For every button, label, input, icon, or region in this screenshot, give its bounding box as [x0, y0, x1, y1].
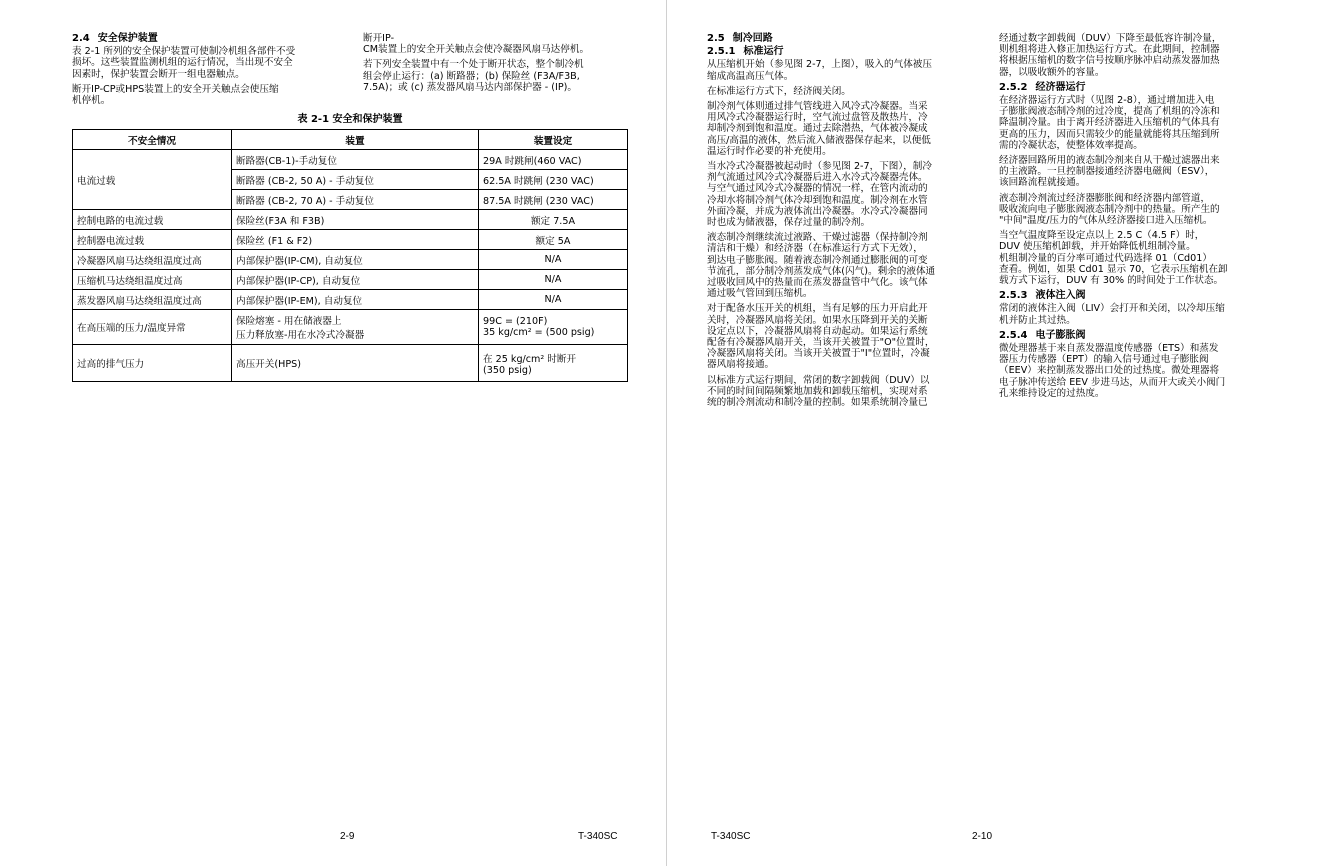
table-row — [73, 290, 628, 310]
page-number-left: 2-9 — [340, 831, 355, 842]
section-heading — [999, 82, 1274, 93]
section-number: 2.5.3 — [999, 290, 1028, 302]
device-cell: 断路器 (CB-2, 50 A) - 手动复位 — [232, 170, 479, 190]
setting-cell: N/A — [479, 250, 628, 270]
table-row — [73, 310, 628, 345]
section-number: 2.5 — [707, 33, 725, 44]
table-header: 不安全情况 — [73, 130, 232, 150]
model-label-left: T-340SC — [578, 831, 618, 842]
left-col-1 — [72, 33, 354, 110]
table-caption: 表 2-1 安全和保护装置 — [297, 114, 403, 125]
paragraph: 经济器回路所用的液态制冷剂来自从干燥过滤器出来 的主液路。一旦控制器接通经济器电磁阀（ESV）， 该回路流程就接通。 — [999, 155, 1220, 189]
section-heading — [707, 46, 982, 57]
paragraph: 对于配备水压开关的机组，当有足够的压力开启此开 关时，冷凝器风扇将关闭。如果水压降到开关的关断 设定点以下，冷凝器风扇将自动起动。如果运行系统 配备有冷凝器风扇开关，当该开关被置于"O"位置时， 冷凝器风扇将关闭。当该开关被置于"I"位置时，冷凝 器风扇将接通。 — [707, 303, 935, 371]
section-title: 标准运行 — [743, 46, 784, 58]
table-row — [73, 270, 628, 290]
section-number: 2.5.4 — [999, 329, 1028, 341]
table-row — [73, 345, 628, 382]
section-number: 2.4 — [72, 33, 90, 44]
condition-cell: 控制器电流过载 — [73, 230, 232, 250]
condition-cell: 蒸发器风扇马达绕组温度过高 — [73, 290, 232, 310]
setting-cell: 99C = (210F) 35 kg/cm² = (500 psig) — [479, 310, 628, 345]
section-title: 电子膨胀阀 — [1035, 329, 1086, 341]
condition-cell: 冷凝器风扇马达绕组温度过高 — [73, 250, 232, 270]
paragraph: 断开IP- CM装置上的安全开关触点会使冷凝器风扇马达停机。 — [363, 33, 590, 56]
right-col-2 — [999, 33, 1274, 403]
model-label-right: T-340SC — [711, 831, 751, 842]
paragraph: 常闭的液体注入阀（LIV）会打开和关闭，以冷却压缩 机并防止其过热。 — [999, 303, 1225, 326]
table-header: 装置 — [232, 130, 479, 150]
device-cell: 保险丝(F3A 和 F3B) — [232, 210, 479, 230]
condition-cell: 压缩机马达绕组温度过高 — [73, 270, 232, 290]
device-cell: 断路器 (CB-2, 70 A) - 手动复位 — [232, 190, 479, 210]
paragraph: 表 2-1 所列的安全保护装置可使制冷机组各部件不受 损坏。这些装置监测机组的运行情况，当出现不安全 因素时，保护装置会断开一组电器触点。 — [72, 46, 296, 80]
section-heading — [72, 33, 354, 44]
setting-cell: 额定 5A — [479, 230, 628, 250]
paragraph: 在标准运行方式下，经济阀关闭。 — [707, 85, 851, 97]
table-row — [73, 230, 628, 250]
setting-cell: N/A — [479, 290, 628, 310]
table-header: 装置设定 — [479, 130, 628, 150]
condition-cell: 控制电路的电流过载 — [73, 210, 232, 230]
right-col-1 — [707, 33, 982, 412]
setting-cell: 额定 7.5A — [479, 210, 628, 230]
table-header-row — [73, 130, 628, 150]
section-number: 2.5.1 — [707, 46, 736, 58]
page-divider — [666, 0, 667, 866]
setting-cell: 62.5A 时跳闸 (230 VAC) — [479, 170, 628, 190]
setting-cell: N/A — [479, 270, 628, 290]
device-cell: 内部保护器(IP-EM), 自动复位 — [232, 290, 479, 310]
setting-cell: 87.5A 时跳闸 (230 VAC) — [479, 190, 628, 210]
condition-cell: 电流过载 — [73, 150, 232, 210]
device-cell: 断路器(CB-1)-手动复位 — [232, 150, 479, 170]
section-title: 液体注入阀 — [1035, 290, 1086, 302]
section-heading — [999, 290, 1274, 301]
setting-cell: 29A 时跳闸(460 VAC) — [479, 150, 628, 170]
paragraph: 若下列安全装置中有一个处于断开状态，整个制冷机 组会停止运行：(a) 断路器；(b) 保险丝 (F3A/F3B, 7.5A)；或 (c) 蒸发器风扇马达内部保护器 - (IP)。 — [363, 59, 584, 93]
section-title: 制冷回路 — [732, 33, 773, 44]
paragraph: 微处理器基于来自蒸发器温度传感器（ETS）和蒸发 器压力传感器（EPT）的输入信号通过电子膨胀阀 （EEV）来控制蒸发器出口处的过热度。微处理器将 电子脉冲传送给 EEV 步进马达，从而开大或关小阀门 孔来维持设定的过热度。 — [999, 343, 1226, 399]
left-col-2 — [363, 33, 633, 97]
table-row — [73, 210, 628, 230]
condition-cell: 在高压端的压力/温度异常 — [73, 310, 232, 345]
device-cell: 保险丝 (F1 & F2) — [232, 230, 479, 250]
device-cell: 内部保护器(IP-CM), 自动复位 — [232, 250, 479, 270]
table-row — [73, 150, 628, 170]
section-title: 安全保护装置 — [97, 33, 158, 44]
paragraph: 制冷剂气体则通过排气管线进入风冷式冷凝器。当采 用风冷式冷凝器运行时，空气流过盘管及散热片，冷 却制冷剂到饱和温度。通过去除潜热，气体被冷凝成 高压/高温的液体，然后流入储液器保存起来，以便低 温运行时作必要的补充使用。 — [707, 101, 931, 157]
section-number: 2.5.2 — [999, 81, 1028, 93]
section-heading — [707, 33, 982, 44]
device-cell: 保险熔塞 - 用在储液器上 压力释放塞-用在水冷式冷凝器 — [232, 310, 479, 345]
safety-devices-table — [72, 129, 628, 382]
paragraph: 当水冷式冷凝器被起动时（参见图 2-7，下图），制冷 剂气流通过风冷式冷凝器后进入水冷式冷凝器壳体。 与空气通过风冷式冷凝器的情况一样，在管内流动的 冷却水将制冷剂气体冷却到饱和温度。制冷剂在水管 外面冷凝，并成为液体流出冷凝器。水冷式冷凝器同 时也成为储液器，保存过量的制冷剂。 — [707, 161, 932, 229]
section-heading — [999, 330, 1274, 341]
paragraph: 当空气温度降至设定点以上 2.5 C（4.5 F）时， DUV 使压缩机卸载，并开始降低机组制冷量。 机组制冷量的百分率可通过代码选择 01（Cd01） 查看。例如，如果 Cd01 显示 70，它表示压缩机在卸 载方式下运行，DUV 有 30% 的时间处于工作状态。 — [999, 230, 1228, 287]
device-cell: 高压开关(HPS) — [232, 345, 479, 382]
table-row — [73, 250, 628, 270]
paragraph: 在经济器运行方式时（见图 2-8），通过增加进入电 子膨胀阀液态制冷剂的过冷度，提高了机组的冷冻和 降温制冷量。由于离开经济器进入压缩机的气体具有 更高的压力，因而只需较少的能量就能将其压缩到所 需的冷凝状态，使整体效率提高。 — [999, 95, 1220, 151]
paragraph: 从压缩机开始（参见图 2-7，上图），吸入的气体被压 缩成高温高压气体。 — [707, 59, 932, 82]
paragraph: 经通过数字卸载阀（DUV）下降至最低容许制冷量， 则机组将进入修正加热运行方式。在此期间，控制器 将根据压缩机的数字信号按顺序脉冲启动蒸发器加热 器，以吸收额外的容量。 — [999, 33, 1222, 78]
paragraph: 断开IP-CP或HPS装置上的安全开关触点会使压缩 机停机。 — [72, 83, 279, 107]
setting-cell: 在 25 kg/cm² 时断开 (350 psig) — [479, 345, 628, 382]
condition-cell: 过高的排气压力 — [73, 345, 232, 382]
section-title: 经济器运行 — [1035, 81, 1086, 93]
device-cell: 内部保护器(IP-CP), 自动复位 — [232, 270, 479, 290]
page-number-right: 2-10 — [972, 831, 993, 842]
paragraph: 以标准方式运行期间，常闭的数字卸载阀（DUV）以 不同的时间间隔频繁地加载和卸载压缩机，实现对系 统的制冷剂流动和制冷量的控制。如果系统制冷量已 — [707, 374, 930, 409]
paragraph: 液态制冷剂继续流过液路、干燥过滤器（保持制冷剂 清洁和干燥）和经济器（在标准运行方式下无效）， 到达电子膨胀阀。随着液态制冷剂通过膨胀阀的可变 节流孔，部分制冷剂蒸发成气体(闪气)。剩余的液体通 过吸收回风中的热量而在蒸发器盘管中气化。该气体 通过吸气管回到压缩机。 — [707, 232, 936, 300]
paragraph: 液态制冷剂流过经济器膨胀阀和经济器内部管道， 吸收流向电子膨胀阀液态制冷剂中的热量。所产生的 "中间"温度/压力的气体从经济器接口进入压缩机。 — [999, 192, 1220, 227]
